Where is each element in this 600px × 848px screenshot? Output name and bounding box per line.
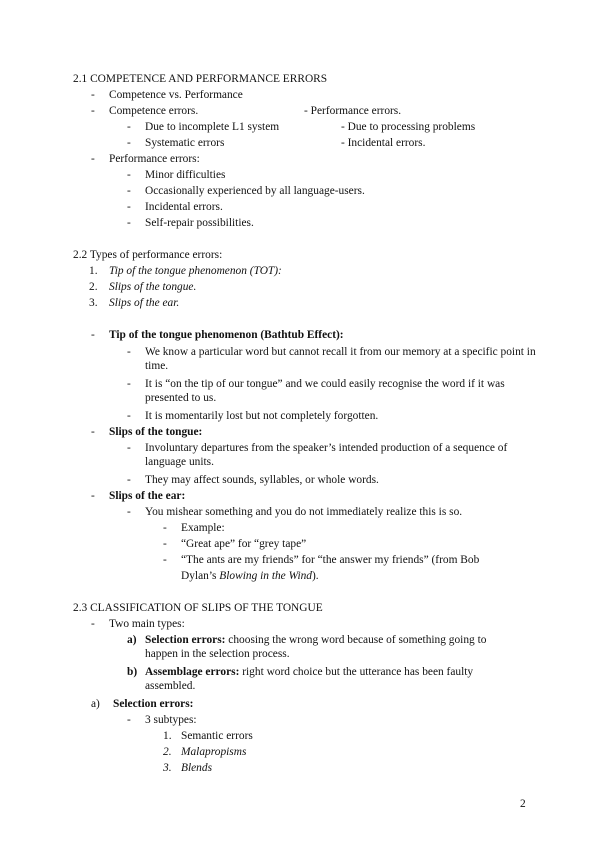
- bullet-dash: -: [163, 538, 167, 550]
- bullet-dash: -: [127, 185, 131, 197]
- bullet-dash: -: [127, 442, 131, 454]
- bullet-dash: -: [91, 490, 95, 502]
- page-number: 2: [520, 798, 526, 810]
- list-item: Slips of the ear.: [109, 297, 180, 309]
- list-item: Competence errors.: [109, 105, 199, 117]
- list-label: a): [91, 698, 100, 710]
- list-item: We know a particular word but cannot recall it from our memory at a specific point in time.: [145, 346, 536, 372]
- list-item: “The ants are my friends” for “the answer my friends” (from Bob: [181, 554, 480, 566]
- list-item: Due to incomplete L1 system: [145, 121, 280, 133]
- bullet-dash: -: [163, 554, 167, 566]
- bullet-dash: -: [91, 618, 95, 630]
- list-item: Competence vs. Performance: [109, 89, 243, 101]
- list-item: Example:: [181, 522, 225, 534]
- list-item: - Due to processing problems: [341, 121, 476, 133]
- list-item: It is momentarily lost but not completely forgotten.: [145, 410, 379, 422]
- selection-errors-heading: Selection errors:: [113, 698, 194, 710]
- section-2-2-heading: 2.2 Types of performance errors:: [73, 249, 223, 261]
- list-item: Occasionally experienced by all language-users.: [145, 185, 365, 197]
- bullet-dash: -: [91, 153, 95, 165]
- section-2-1-heading: 2.1 COMPETENCE AND PERFORMANCE ERRORS: [73, 73, 328, 85]
- list-item: Slips of the tongue.: [109, 281, 197, 293]
- soe-title: Slips of the ear:: [109, 490, 186, 502]
- bullet-dash: -: [127, 714, 131, 726]
- bullet-dash: -: [127, 169, 131, 181]
- bullet-dash: -: [127, 506, 131, 518]
- list-number: 3.: [163, 762, 172, 774]
- list-number: 2.: [89, 281, 98, 293]
- list-item: Malapropisms: [181, 746, 247, 758]
- assemblage-errors-term: Assemblage errors:: [145, 666, 240, 678]
- bullet-dash: -: [127, 410, 131, 422]
- list-number: 1.: [163, 730, 172, 742]
- list-item: It is “on the tip of our tongue” and we could easily recognise the word if it was presented to us.: [145, 378, 505, 404]
- list-number: 1.: [89, 265, 98, 277]
- list-item: You mishear something and you do not immediately realize this is so.: [145, 506, 463, 518]
- list-number: 2.: [163, 746, 172, 758]
- sot-title: Slips of the tongue:: [109, 426, 203, 438]
- list-item: “Great ape” for “grey tape”: [181, 538, 307, 550]
- list-item: 3 subtypes:: [145, 714, 197, 726]
- list-item: Semantic errors: [181, 730, 253, 742]
- bullet-dash: -: [127, 474, 131, 486]
- list-item-continued: Dylan’s Blowing in the Wind).: [181, 570, 319, 582]
- bullet-dash: -: [127, 217, 131, 229]
- list-item: Tip of the tongue phenomenon (TOT):: [109, 265, 282, 277]
- song-title: Blowing in the Wind: [219, 570, 313, 582]
- bullet-dash: -: [91, 426, 95, 438]
- bullet-dash: -: [127, 378, 131, 390]
- list-number: 3.: [89, 297, 98, 309]
- list-item: Blends: [181, 762, 213, 774]
- bullet-dash: -: [127, 137, 131, 149]
- list-item: They may affect sounds, syllables, or whole words.: [145, 474, 379, 486]
- list-item: - Performance errors.: [304, 105, 402, 117]
- list-item: Assemblage errors: right word choice but the utterance has been faulty assembled.: [145, 666, 474, 692]
- list-item: - Incidental errors.: [341, 137, 426, 149]
- list-item: Systematic errors: [145, 137, 225, 149]
- bullet-dash: -: [91, 89, 95, 101]
- list-item: Involuntary departures from the speaker’s intended production of a sequence of language units.: [145, 442, 508, 468]
- list-item: Two main types:: [109, 618, 185, 630]
- bullet-dash: -: [127, 121, 131, 133]
- list-label: b): [127, 666, 138, 678]
- list-item: Selection errors: choosing the wrong word because of something going to happen in the selection process.: [145, 634, 487, 660]
- list-item: Self-repair possibilities.: [145, 217, 254, 229]
- list-item: Minor difficulties: [145, 169, 226, 181]
- bullet-dash: -: [91, 105, 95, 117]
- list-label: a): [127, 634, 137, 646]
- tot-title: Tip of the tongue phenomenon (Bathtub Effect):: [109, 329, 344, 341]
- section-2-3-heading: 2.3 CLASSIFICATION OF SLIPS OF THE TONGUE: [73, 602, 323, 614]
- bullet-dash: -: [127, 346, 131, 358]
- list-item: Incidental errors.: [145, 201, 223, 213]
- selection-errors-term: Selection errors:: [145, 634, 226, 646]
- bullet-dash: -: [91, 329, 95, 341]
- list-item: Performance errors:: [109, 153, 200, 165]
- bullet-dash: -: [163, 522, 167, 534]
- bullet-dash: -: [127, 201, 131, 213]
